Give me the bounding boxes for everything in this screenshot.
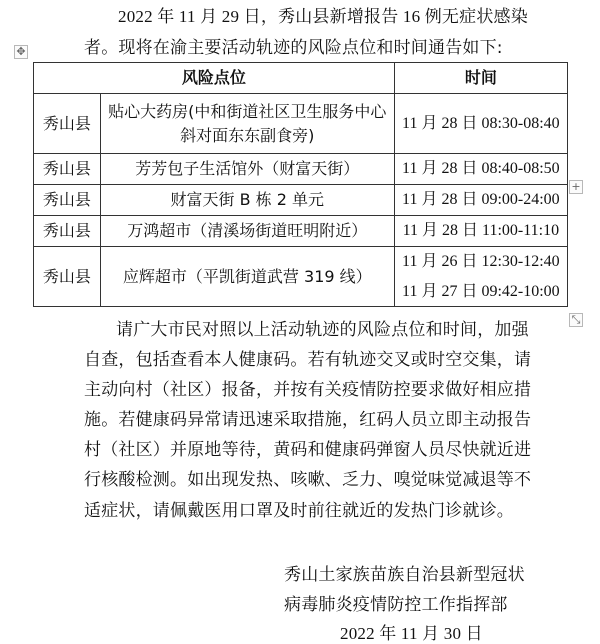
table-row	[34, 154, 568, 185]
county-cell: 秀山县	[34, 185, 101, 216]
table-row	[34, 185, 568, 216]
intro-line-2: 者。现将在渝主要活动轨迹的风险点位和时间通告如下:	[84, 38, 503, 58]
time-cell	[394, 216, 567, 247]
signature-org-line-2: 病毒肺炎疫情防控工作指挥部	[284, 595, 508, 615]
county-cell: 秀山县	[34, 154, 101, 185]
time-value: 11 月 26 日 12:30-12:40	[402, 252, 560, 270]
time-cell	[394, 247, 567, 307]
time-cell	[394, 94, 567, 154]
location-cell: 芳芳包子生活馆外（财富天街）	[100, 154, 394, 185]
signature-org-line-1: 秀山土家族苗族自治县新型冠状	[284, 565, 525, 585]
time-value: 11 月 27 日 09:42-10:00	[402, 282, 560, 300]
advice-line: 施。若健康码异常请迅速采取措施，红码人员立即主动报告	[84, 410, 532, 430]
signature-date: 2022 年 11 月 30 日	[340, 624, 483, 643]
time-value: 11 月 28 日 08:40-08:50	[402, 160, 560, 177]
county-cell: 秀山县	[34, 216, 101, 247]
advice-line: 自查，包括查看本人健康码。若有轨迹交叉或时空交集，请	[84, 350, 532, 370]
location-cell: 应辉超市（平凯街道武营 319 线）	[100, 247, 394, 307]
header-location: 风险点位	[34, 63, 395, 94]
advice-line: 适症状，请佩戴医用口罩及时前往就近的发热门诊就诊。	[84, 501, 514, 521]
table-header-row	[34, 63, 568, 94]
time-cell	[394, 185, 567, 216]
table-resize-handle-icon[interactable]: ⤡	[569, 313, 583, 327]
advice-line: 村（社区）并原地等待，黄码和健康码弹窗人员尽快就近进	[84, 440, 532, 460]
table-row	[34, 216, 568, 247]
advice-line: 行核酸检测。如出现发热、咳嗽、乏力、嗅觉味觉减退等不	[84, 470, 532, 490]
time-cell	[394, 154, 567, 185]
intro-line-1: 2022 年 11 月 29 日，秀山县新增报告 16 例无症状感染	[118, 7, 528, 26]
location-cell: 财富天街 B 栋 2 单元	[100, 185, 394, 216]
county-cell: 秀山县	[34, 94, 101, 154]
table-row	[34, 247, 568, 307]
risk-locations-table	[33, 62, 568, 307]
advice-line: 请广大市民对照以上活动轨迹的风险点位和时间，加强	[116, 320, 529, 340]
table-row	[34, 94, 568, 154]
time-value: 11 月 28 日 11:00-11:10	[402, 222, 560, 239]
table-move-handle-icon[interactable]: ✥	[14, 45, 28, 59]
county-cell: 秀山县	[34, 247, 101, 307]
location-cell: 万鸿超市（清溪场街道旺明附近）	[100, 216, 394, 247]
header-time: 时间	[394, 63, 567, 94]
location-cell: 贴心大药房(中和街道社区卫生服务中心斜对面东东副食旁)	[100, 94, 394, 154]
table-add-column-handle-icon[interactable]: +	[569, 180, 583, 194]
advice-line: 主动向村（社区）报备，并按有关疫情防控要求做好相应措	[84, 380, 532, 400]
time-value: 11 月 28 日 09:00-24:00	[402, 191, 560, 208]
time-value: 11 月 28 日 08:30-08:40	[402, 114, 560, 132]
